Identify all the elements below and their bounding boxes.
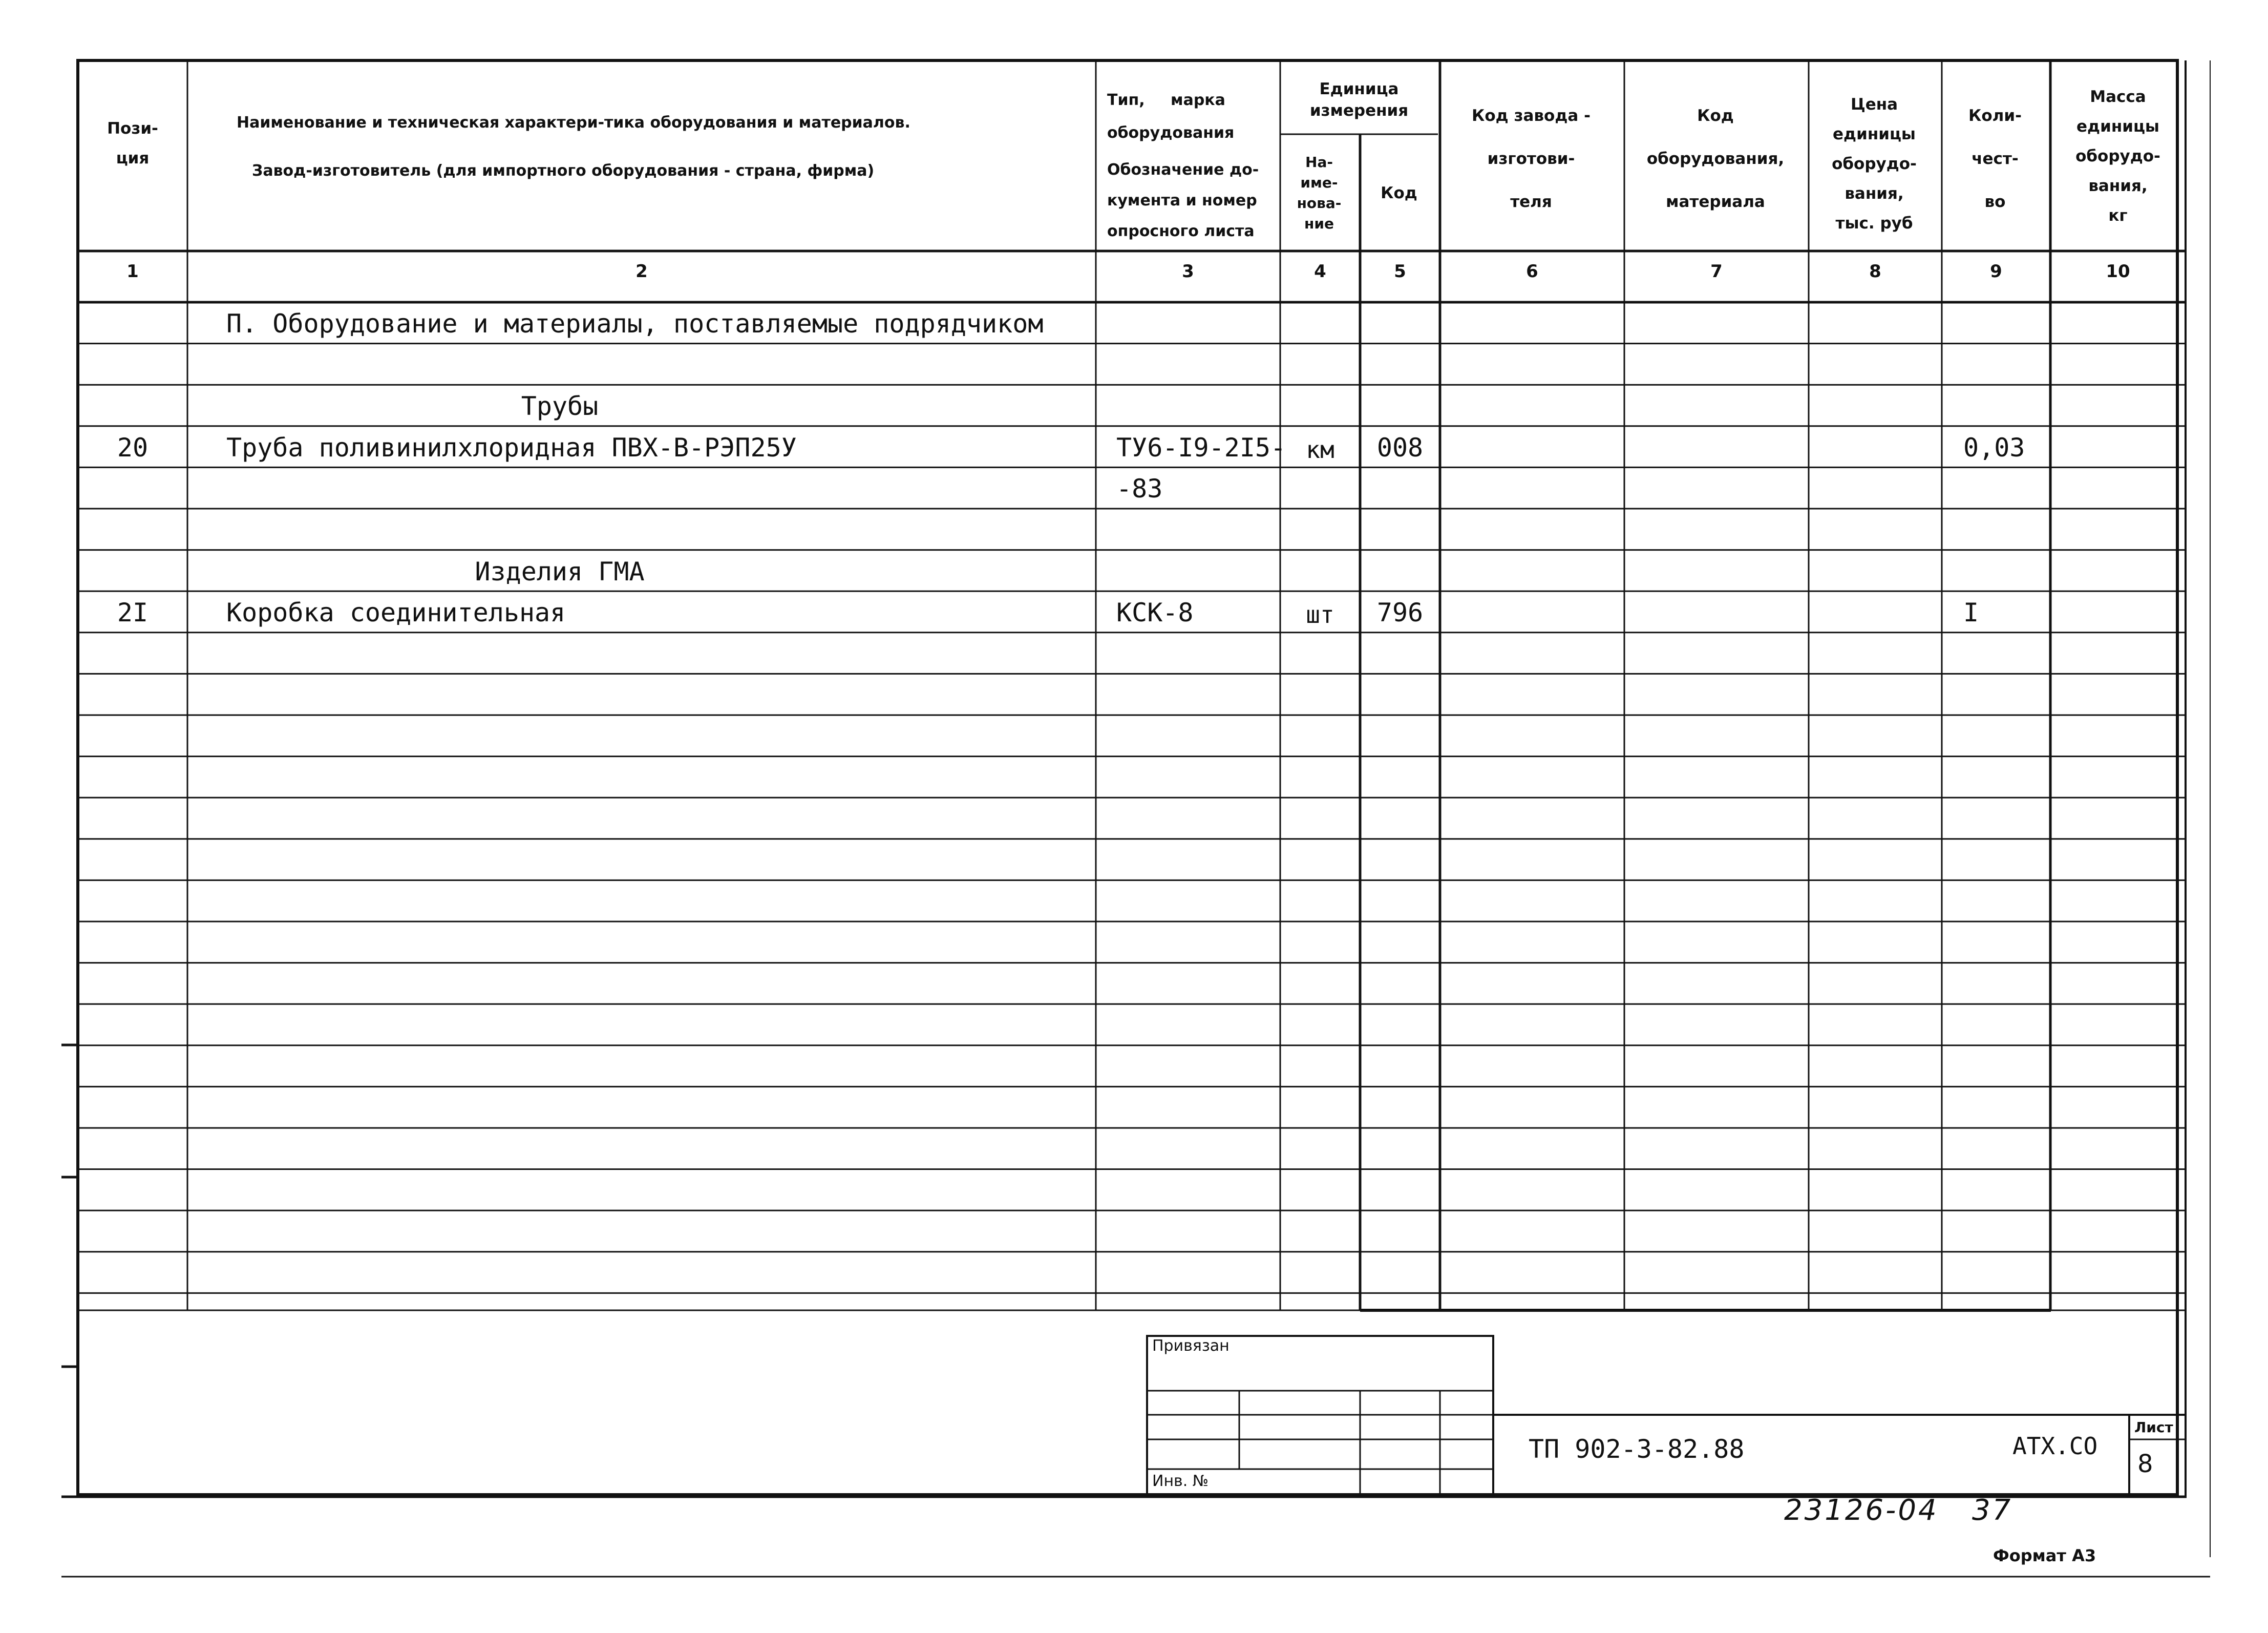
header-quantity: Коли- чест- во <box>1968 107 2022 211</box>
row-name: П. Оборудование и материалы, поставляемые подрядчиком <box>226 309 1044 339</box>
header-equipment-code: Код оборудования, материала <box>1646 107 1785 211</box>
row-name: Труба поливинилхлоридная ПВХ-В-РЭП25У <box>226 432 797 463</box>
row-pos <box>78 386 187 427</box>
header-type-line2: оборудования <box>1107 124 1235 142</box>
document-mark: АТХ.СО <box>2012 1432 2098 1460</box>
header-type-line3: Обозначение до- <box>1107 161 1259 179</box>
row-unit <box>1280 553 1360 594</box>
row-code <box>1360 303 1440 344</box>
row-code <box>1360 386 1440 427</box>
row-pos: 2I <box>117 598 149 628</box>
row-unit: шт <box>1306 601 1334 629</box>
row-type: -83 <box>1116 474 1163 504</box>
sheet-label: Лист <box>2134 1419 2173 1436</box>
row-code: 796 <box>1376 598 1424 628</box>
row-unit <box>1280 347 1360 388</box>
column-number: 3 <box>1182 261 1194 282</box>
row-type: КСК-8 <box>1116 598 1194 628</box>
column-number: 7 <box>1710 261 1723 282</box>
header-unit-code: Код <box>1381 184 1417 202</box>
header-position: Пози- ция <box>107 119 158 168</box>
document-code: ТП 902-3-82.88 <box>1529 1434 1745 1464</box>
row-unit <box>1280 305 1360 346</box>
row-code <box>1360 551 1440 592</box>
row-qty: I <box>1963 598 1979 628</box>
row-code <box>1360 345 1440 386</box>
column-number: 5 <box>1394 261 1406 282</box>
column-number: 10 <box>2106 261 2130 282</box>
header-unit-mass: Масса единицы оборудо- вания, кг <box>2075 88 2160 225</box>
header-unit-name: На- име- нова- ние <box>1297 154 1342 232</box>
header-type-line5: опросного листа <box>1107 222 1255 240</box>
row-qty: 0,03 <box>1963 432 2025 463</box>
row-type: ТУ6-I9-2I5- <box>1116 432 1286 463</box>
column-number: 6 <box>1526 261 1538 282</box>
row-code <box>1360 510 1440 551</box>
row-unit <box>1280 470 1360 511</box>
row-code <box>1360 468 1440 509</box>
header-name-line1: Наименование и техническая характери-тика оборудования и материалов. <box>237 114 910 132</box>
row-code: 008 <box>1376 432 1424 463</box>
inventory-number-label: Инв. № <box>1152 1472 1209 1490</box>
header-unit-price: Цена единицы оборудо- вания, тыс. руб <box>1832 95 1917 233</box>
row-pos <box>78 551 187 592</box>
row-pos <box>78 303 187 344</box>
handwritten-archive-number: 23126-04 37 <box>1784 1494 2013 1527</box>
row-pos <box>78 345 187 386</box>
header-type-line4: кумента и номер <box>1107 192 1257 210</box>
column-number: 1 <box>126 261 139 282</box>
column-number: 4 <box>1314 261 1326 282</box>
row-name: Изделия ГМА <box>475 556 645 587</box>
column-number: 9 <box>1990 261 2002 282</box>
column-number: 8 <box>1869 261 1881 282</box>
header-factory-code: Код завода - изготови- теля <box>1472 107 1591 211</box>
row-name: Трубы <box>521 391 599 422</box>
row-pos <box>78 468 187 509</box>
row-pos: 20 <box>117 432 149 463</box>
row-unit <box>1280 512 1360 553</box>
format-label: Формат А3 <box>1993 1546 2096 1565</box>
row-unit <box>1280 388 1360 429</box>
row-unit: км <box>1306 435 1334 464</box>
sheet-number: 8 <box>2137 1450 2153 1478</box>
header-unit-group: Единица измерения <box>1309 80 1409 120</box>
header-name-line2: Завод-изготовитель (для импортного оборудования - страна, фирма) <box>252 162 875 180</box>
row-name: Коробка соединительная <box>226 598 566 628</box>
column-number: 2 <box>635 261 648 282</box>
row-pos <box>78 510 187 551</box>
privyazan-label: Привязан <box>1152 1337 1230 1355</box>
header-type-line1: Тип, марка <box>1107 91 1225 109</box>
